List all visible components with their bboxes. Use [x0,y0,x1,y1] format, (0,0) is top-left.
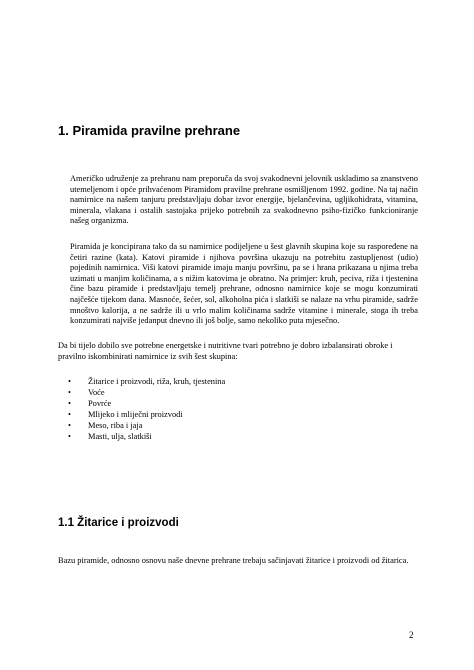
page-number: 2 [409,630,414,640]
list-item-text: Voće [88,387,105,397]
list-item-text: Meso, riba i jaja [88,420,143,430]
pyramid-paragraph: Piramida je koncipirana tako da su namirnice podijeljene u šest glavnih skupina koje su raspoređene na četiri razine (kata). Katovi piramide i njihova površina ukazuju na potrebitu zastupljenost (udio) pojedinih namirnica. Viši katovi piramide imaju manju površinu, pa se i hrana prikazana u njima treba uzimati u manjim količinama, a s nižim katovima je obratno. Na primjer: kruh, peciva, riža i tjestenina čine bazu piramide i predstavljaju temelj prehrane, odnosno namirnice koje se mogu konzumirati najčešće tijekom dana. Masnoće, šećer, sol, alkoholna pića i slatkiši se nalaze na vrhu piramide, sadrže mnoštvo kalorija, a ne sadrže ili u vrlo malim količinama sadrže vitamine i minerale, stoga ih treba konzumirati najviše jedanput dnevno ili još bolje, samo nekoliko puta mjesečno. [70,242,418,326]
subsection-heading: 1.1 Žitarice i proizvodi [58,517,179,529]
list-item-text: Masti, ulja, slatkiši [88,431,152,441]
list-item-text: Mlijeko i mliječni proizvodi [88,409,183,419]
list-item-text: Povrće [88,398,112,408]
balance-paragraph: Da bi tijelo dobilo sve potrebne energetske i nutritivne tvari potrebno je dobro izbalansirati obroke i pravilno iskombinirati namirnice iz svih šest skupina: [58,341,393,361]
bullet-icon: • [68,409,71,419]
bullet-icon: • [68,420,71,430]
bullet-icon: • [68,431,71,441]
bullet-icon: • [68,387,71,397]
bullet-icon: • [68,398,71,408]
cereals-paragraph: Bazu piramide, odnosno osnovu naše dnevne prehrane trebaju sačinjavati žitarice i proizvodi od žitarica. [58,556,409,565]
food-group-list [68,377,225,442]
intro-paragraph: Američko udruženje za prehranu nam preporuča da svoj svakodnevni jelovnik uskladimo sa znanstveno utemeljenom i opće prihvaćenom Piramidom pravilne prehrane osmišljenom 1992. godine. Na taj način namirnice na našem tanjuru predstavljaju dobar izvor energije, bjelančevina, ugljikohidrata, vitamina, minerala, vlakana i ostalih sastojaka prijeko potrebnih za svakodnevno psiho-fizičko funkcioniranje našeg organizma. [70,174,418,226]
list-item [68,421,225,432]
list-item [68,410,225,421]
bullet-icon: • [68,377,71,386]
section-heading: 1. Piramida pravilne prehrane [58,123,241,138]
list-item-text: Žitarice i proizvodi, riža, kruh, tjestenina [88,377,226,386]
list-item [68,377,225,388]
list-item [68,388,225,399]
list-item [68,399,225,410]
list-item [68,432,225,443]
